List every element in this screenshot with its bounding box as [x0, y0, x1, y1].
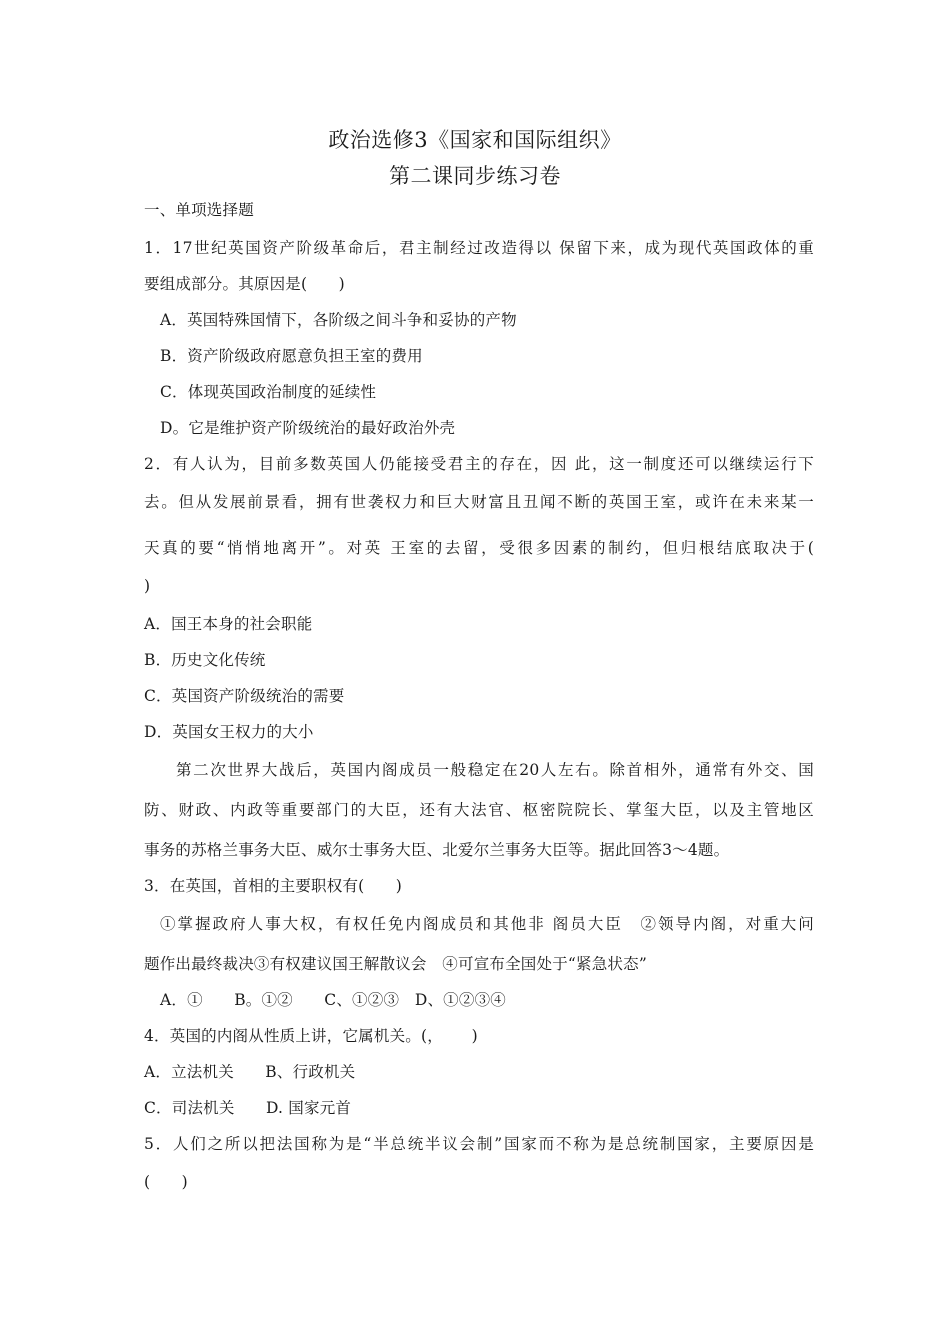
document-subtitle: 第二课同步练习卷 [389, 164, 561, 188]
question-1-option-a: A．英国特殊国情下，各阶级之间斗争和妥协的产物 [160, 311, 517, 329]
question-1-line-2: 要组成部分。其原因是( ) [144, 275, 345, 293]
question-3-line-1: 3．在英国，首相的主要职权有( ) [144, 877, 403, 895]
question-2-line-4: ) [144, 577, 151, 595]
question-2-option-a: A．国王本身的社会职能 [144, 615, 313, 633]
question-4-options-row-1: A．立法机关 B、行政机关 [144, 1063, 356, 1081]
document-title: 政治选修3《国家和国际组织》 [328, 128, 622, 152]
question-2-option-b: B．历史文化传统 [144, 651, 266, 669]
question-2-line-2: 去。但从发展前景看，拥有世袭权力和巨大财富且丑闻不断的英国王室，或许在未来某一 [144, 493, 814, 511]
question-1-option-b: B．资产阶级政府愿意负担王室的费用 [160, 347, 423, 365]
question-1-line-1: 1．17世纪英国资产阶级革命后，君主制经过改造得以 保留下来，成为现代英国政体的重 [144, 239, 814, 257]
passage-line-1: 第二次世界大战后，英国内阁成员一般稳定在20人左右。除首相外，通常有外交、国 [176, 761, 814, 779]
question-3-line-2: ①掌握政府人事大权，有权任免内阁成员和其他非 阁员大臣 ②领导内阁，对重大问 [160, 915, 814, 933]
question-4-options-row-2: C．司法机关 D. 国家元首 [144, 1099, 352, 1117]
question-1-option-c: C．体现英国政治制度的延续性 [160, 383, 377, 401]
question-2-option-d: D．英国女王权力的大小 [144, 723, 314, 741]
question-3-options: A．① B。①② C、①②③ D、①②③④ [160, 991, 506, 1009]
question-5-line-2: ( ) [144, 1173, 188, 1191]
question-2-option-c: C．英国资产阶级统治的需要 [144, 687, 345, 705]
question-2-line-1: 2．有人认为，目前多数英国人仍能接受君主的存在，因 此，这一制度还可以继续运行下 [144, 455, 814, 473]
passage-line-3: 事务的苏格兰事务大臣、威尔士事务大臣、北爱尔兰事务大臣等。据此回答3～4题。 [144, 841, 730, 859]
question-3-line-3: 题作出最终裁决③有权建议国王解散议会 ④可宣布全国处于“紧急状态” [144, 955, 647, 973]
question-2-line-3: 天真的要“悄悄地离开”。对英 王室的去留，受很多因素的制约，但归根结底取决于( [144, 539, 814, 557]
section-heading: 一、单项选择题 [144, 201, 254, 219]
question-5-line-1: 5．人们之所以把法国称为是“半总统半议会制”国家而不称为是总统制国家，主要原因是 [144, 1135, 814, 1153]
question-1-option-d: D。它是维护资产阶级统治的最好政治外壳 [160, 419, 456, 437]
question-4-line-1: 4．英国的内阁从性质上讲，它属机关。(， ) [144, 1027, 478, 1045]
passage-line-2: 防、财政、内政等重要部门的大臣，还有大法官、枢密院院长、掌玺大臣，以及主管地区 [144, 801, 814, 819]
